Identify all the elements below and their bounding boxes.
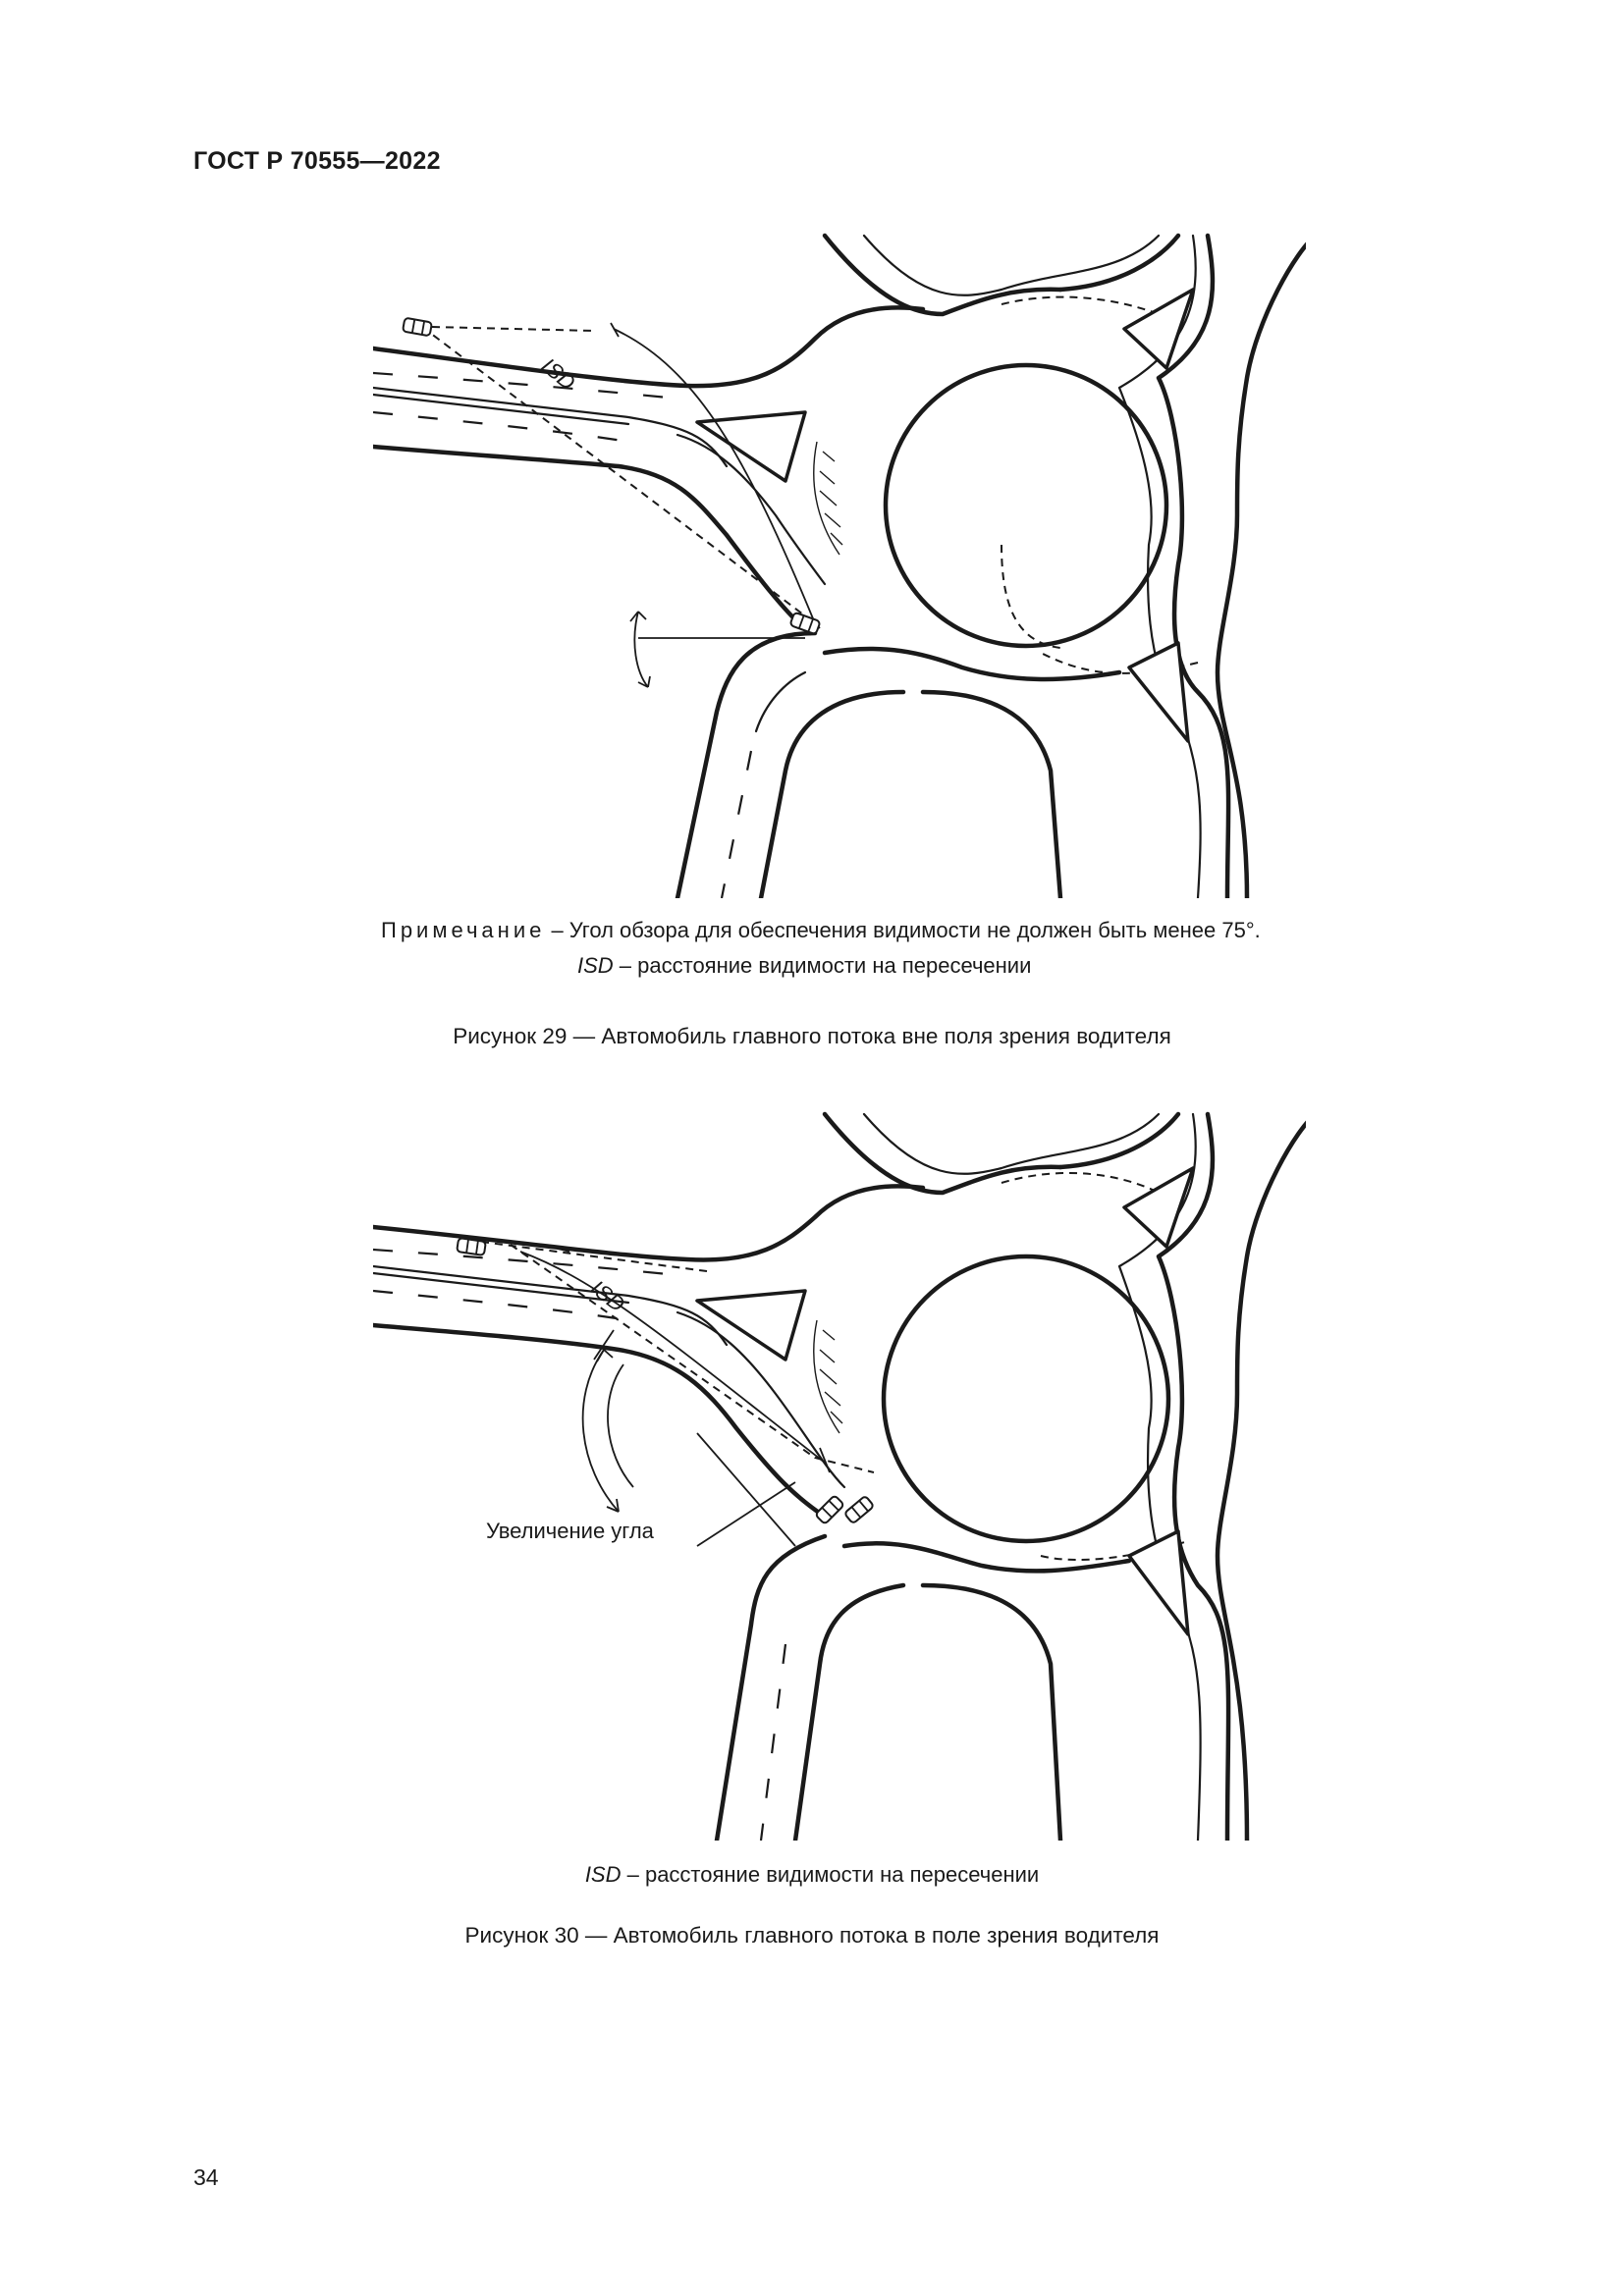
roundabout-drawing-29 (373, 236, 1306, 898)
splitter-island-se (1129, 1531, 1188, 1634)
car-main-stream (457, 1238, 486, 1255)
note-isd-abbr: ISD (577, 953, 614, 978)
isd-label-29: ISD (536, 352, 580, 396)
central-island (886, 365, 1166, 646)
note-text: – Угол обзора для обеспечения видимости не должен быть менее 75°. (545, 918, 1261, 942)
note-isd-text: – расстояние видимости на пересечении (613, 953, 1032, 978)
page-number: 34 (193, 2164, 219, 2190)
central-island (884, 1256, 1168, 1541)
splitter-island-se (1129, 643, 1188, 741)
standard-header: ГОСТ Р 70555—2022 (193, 147, 441, 175)
figure-30-legend (0, 1862, 1624, 1888)
figure-29-diagram (373, 221, 1306, 898)
splitter-island-w (697, 412, 805, 481)
note-line-1 (381, 913, 1261, 948)
figure-30-diagram (373, 1095, 1306, 1841)
angle-increase-label: Увеличение угла (486, 1519, 654, 1543)
figure-29-note (381, 913, 1261, 984)
figure-30-caption: Рисунок 30 — Автомобиль главного потока в поле зрения водителя (464, 1923, 1160, 1948)
car-entering-b (844, 1496, 874, 1524)
car-main-stream (403, 318, 432, 337)
legend-isd-abbr: ISD (584, 1862, 622, 1887)
figure-29-caption: Рисунок 29 — Автомобиль главного потока вне поля зрения водителя (453, 1024, 1171, 1048)
roundabout-drawing-30 (373, 1114, 1306, 1841)
legend-isd-text: – расстояние видимости на пересечении (621, 1862, 1040, 1887)
car-entering (789, 613, 820, 635)
splitter-island-w (697, 1291, 805, 1360)
isd-label-30: ISD (585, 1275, 630, 1317)
note-keyword: Примечание (381, 918, 546, 942)
note-line-2 (381, 948, 1261, 984)
car-entering-a (815, 1495, 844, 1524)
